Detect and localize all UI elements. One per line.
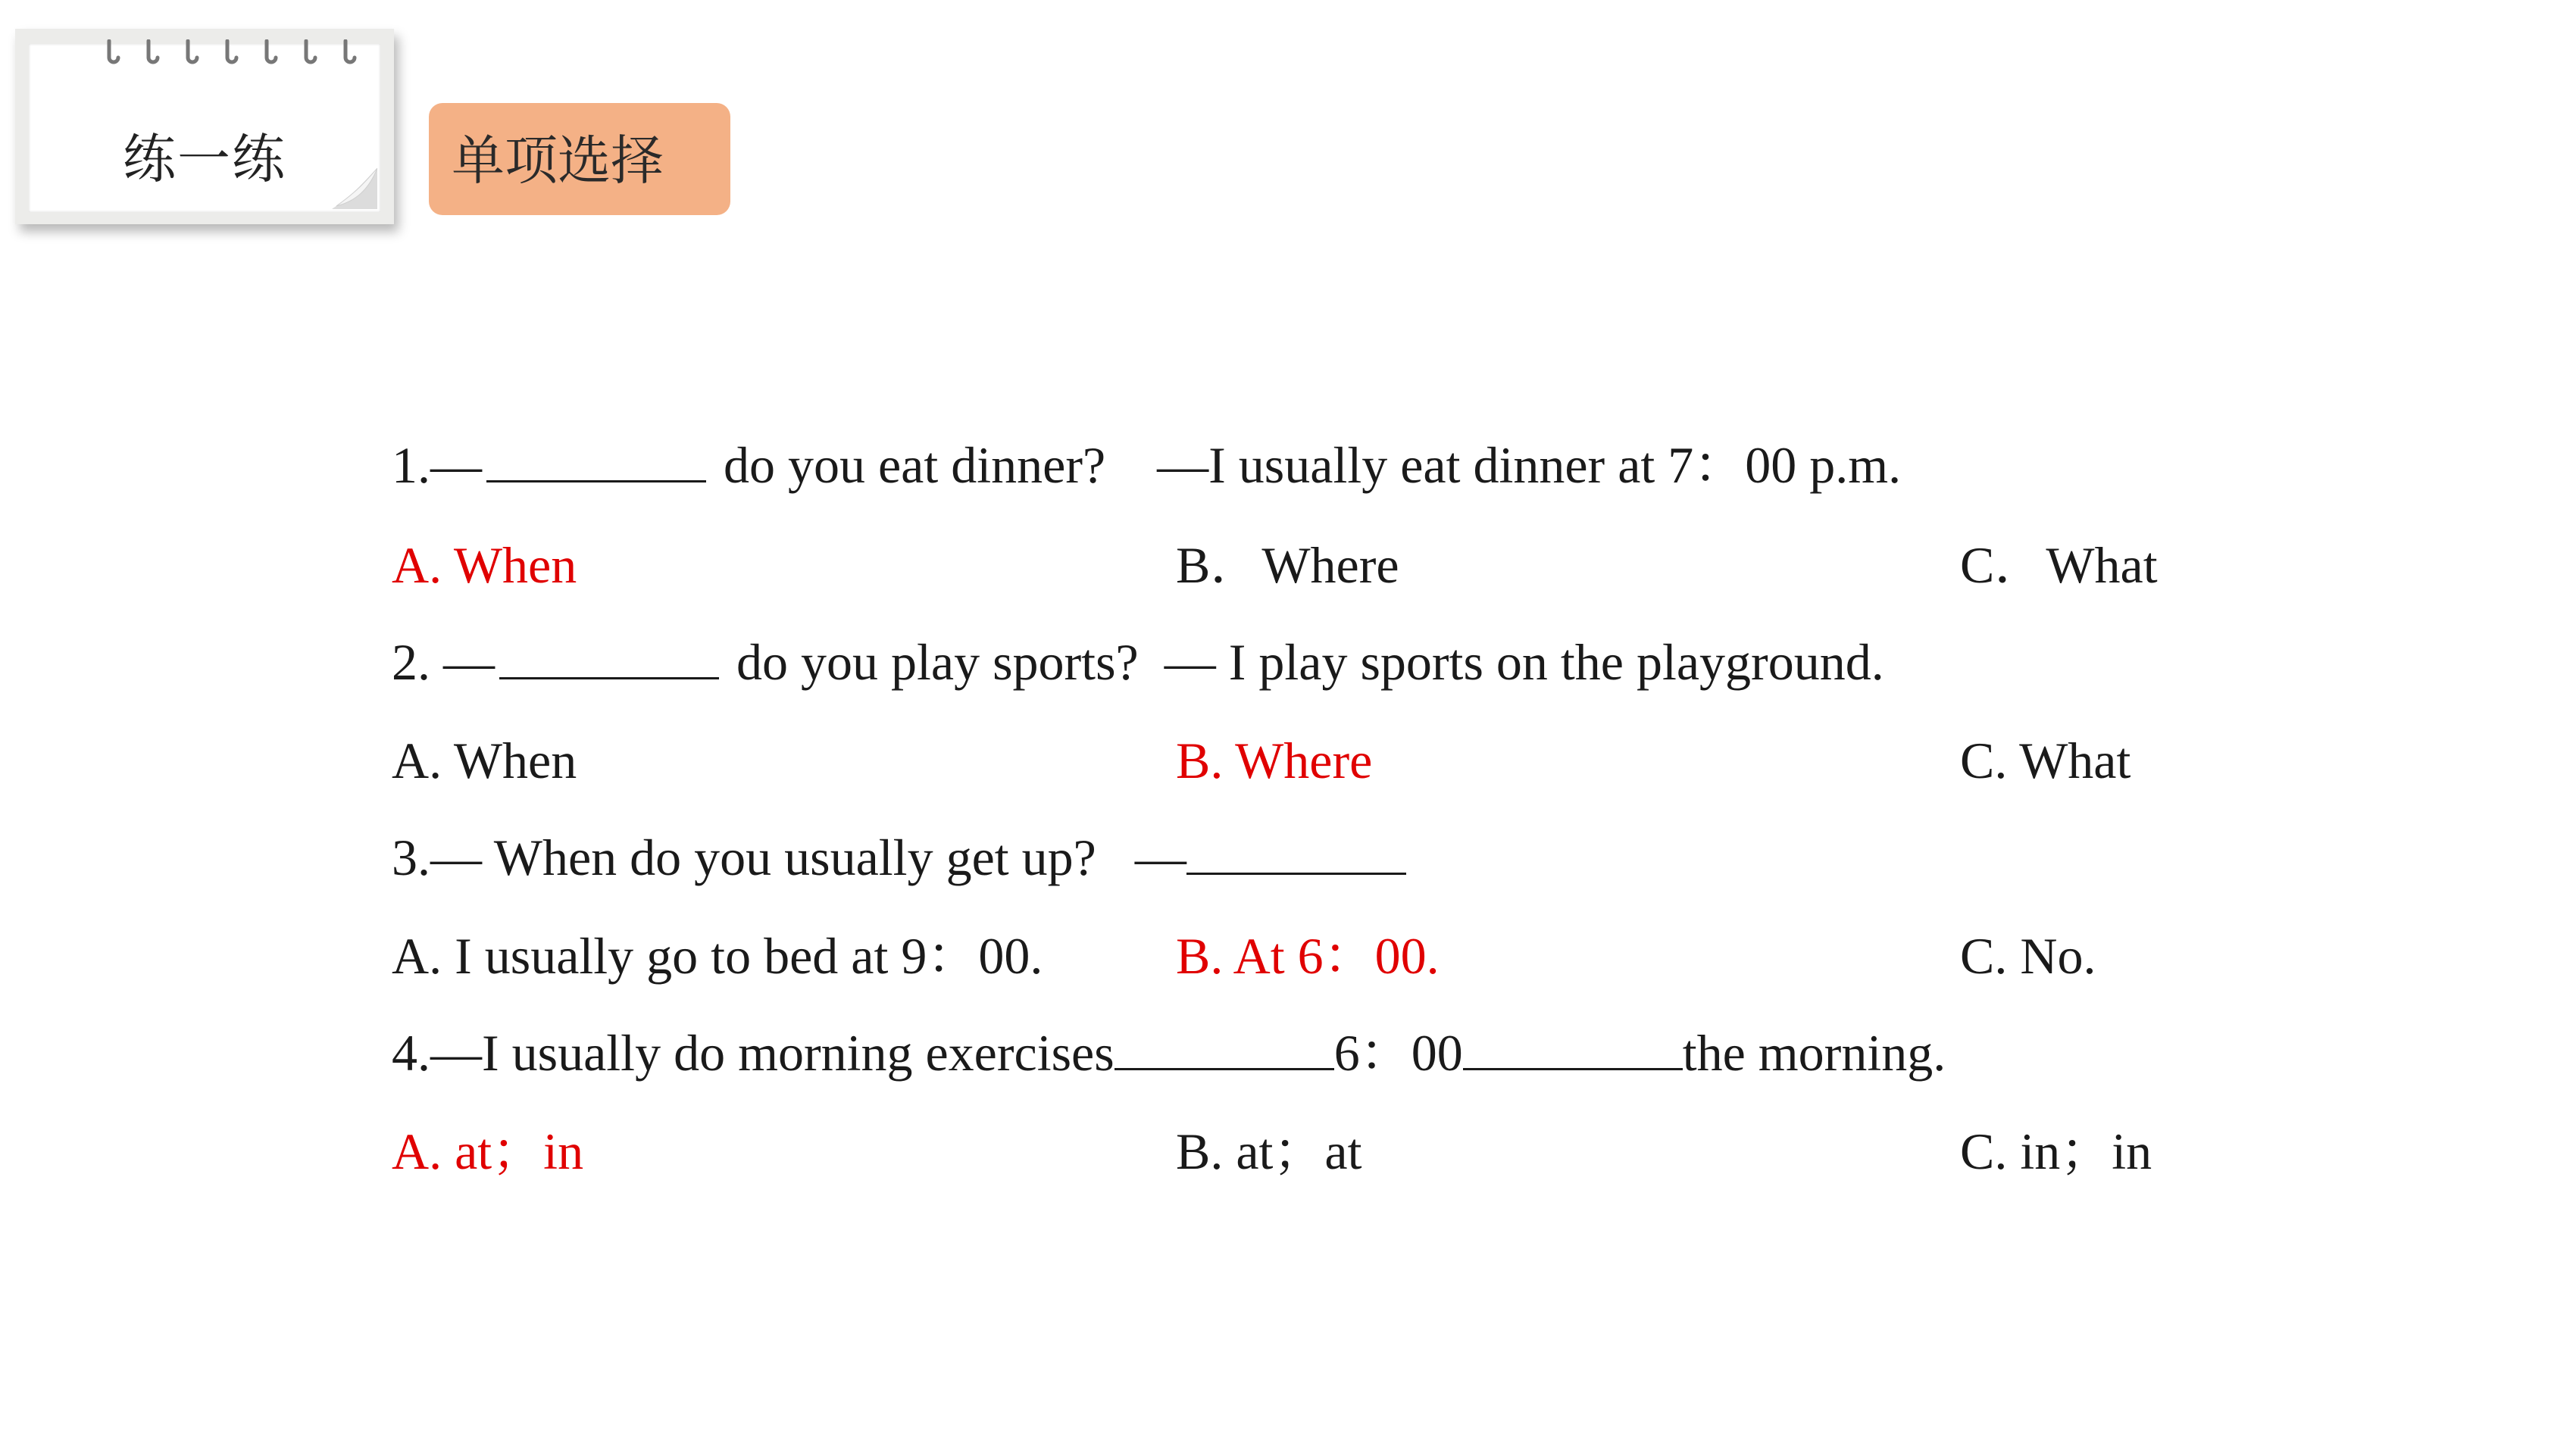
question-4-stem-middle: 6：00	[1333, 1024, 1463, 1082]
question-4-stem-end: the morning.	[1682, 1024, 1946, 1082]
card-title: 练一练	[123, 128, 286, 190]
question-4-option-b: B. at；at	[1176, 1123, 1362, 1180]
question-1-option-b: B．Where	[1176, 536, 1399, 594]
question-4-option-a: A. at；in	[392, 1123, 584, 1180]
question-4-stem-start: 4.—I usually do morning exercises	[392, 1024, 1114, 1082]
question-3-blank	[1186, 833, 1406, 875]
question-1-stem	[392, 436, 1902, 494]
notebook-card	[15, 29, 394, 224]
question-3-option-a: A. I usually go to bed at 9：00.	[392, 927, 1043, 985]
question-1-option-a: A. When	[392, 536, 577, 594]
question-3-option-b: B. At 6：00.	[1176, 927, 1440, 985]
question-2-stem	[392, 633, 1884, 691]
question-2-stem-end: do you play sports? — I play sports on the playground.	[724, 633, 1884, 691]
question-2-stem-start: 2. —	[392, 633, 495, 691]
question-1-stem-end: do you eat dinner? —I usually eat dinner at 7：00 p.m.	[711, 436, 1902, 494]
question-2-option-b: B. Where	[1176, 732, 1373, 789]
section-tag-label: 单项选择	[452, 130, 664, 192]
question-1-option-c: C．What	[1960, 536, 2158, 594]
binder-rings-icon	[94, 39, 367, 77]
question-3-stem	[392, 829, 1411, 886]
question-3-stem-start: 3.— When do you usually get up? —	[392, 829, 1186, 886]
notebook-page	[29, 44, 380, 212]
question-3-option-c: C. No.	[1960, 927, 2096, 985]
page-curl-icon	[332, 168, 377, 209]
question-1-stem-start: 1.—	[392, 436, 482, 494]
question-2-option-a: A. When	[392, 732, 577, 789]
question-4-stem	[392, 1024, 1946, 1082]
question-4-blank-1	[1114, 1029, 1334, 1070]
section-tag	[429, 103, 730, 215]
question-4-blank-2	[1463, 1029, 1683, 1070]
question-4-option-c: C. in；in	[1960, 1123, 2152, 1180]
question-2-blank	[499, 638, 719, 679]
question-1-blank	[486, 441, 706, 482]
question-2-option-c: C. What	[1960, 732, 2131, 789]
